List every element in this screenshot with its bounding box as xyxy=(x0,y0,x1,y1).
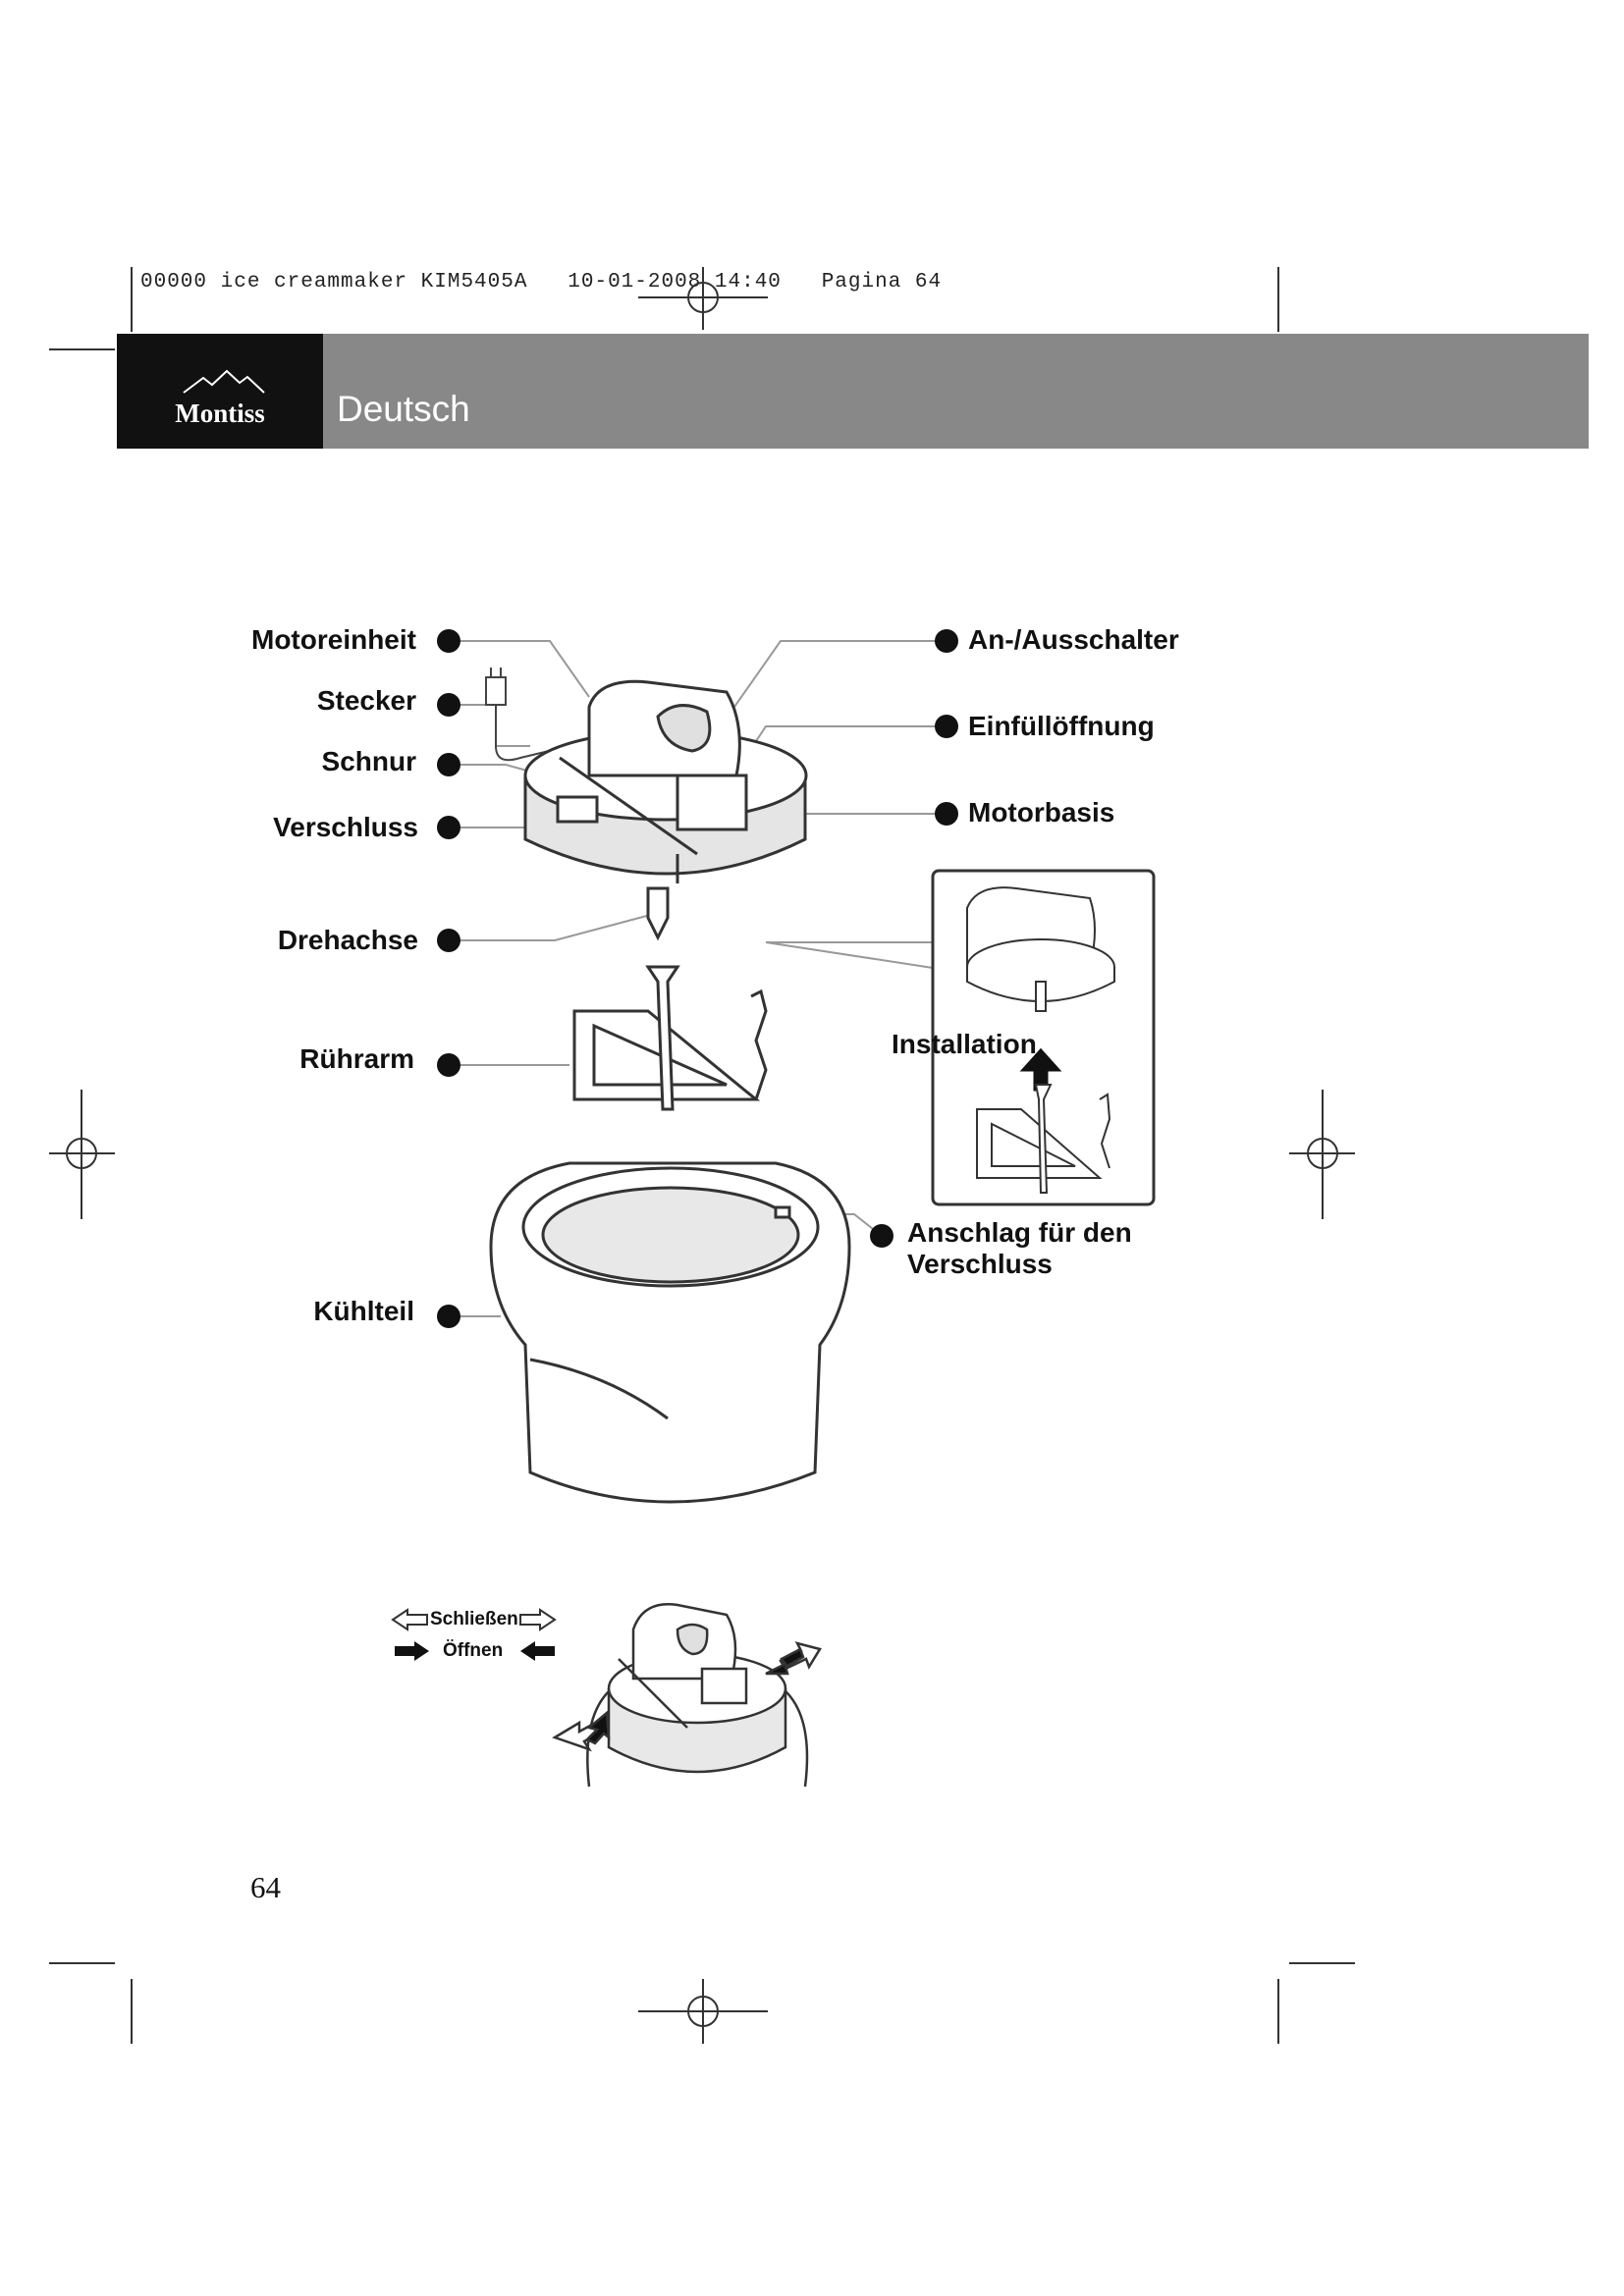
label-motorbasis: Motorbasis xyxy=(968,797,1115,828)
cooling-bowl xyxy=(491,1163,849,1502)
label-installation: Installation xyxy=(892,1029,1037,1059)
close-arrow-left xyxy=(393,1610,427,1629)
registration-mark-bottom xyxy=(638,1979,768,2044)
motor-unit xyxy=(589,681,739,775)
lock-detail xyxy=(555,1604,820,1787)
registration-mark-left xyxy=(49,1090,115,1219)
registration-mark-top xyxy=(638,267,768,330)
label-ruehrarm: Rührarm xyxy=(299,1043,414,1074)
label-anschlag-line1: Anschlag für den xyxy=(907,1217,1132,1248)
page-number: 64 xyxy=(250,1870,281,1904)
legend-close-label: Schließen xyxy=(430,1609,518,1629)
language-title: Deutsch xyxy=(337,389,470,429)
lock-arrow-left-dark xyxy=(587,1713,609,1743)
lock-arrow-right-dark xyxy=(766,1649,803,1674)
inset-motor xyxy=(967,887,1114,1011)
label-motoreinheit: Motoreinheit xyxy=(251,624,416,655)
label-einfuelloeffnung: Einfüllöffnung xyxy=(968,711,1155,741)
brand-logo xyxy=(117,334,323,449)
label-kuehlteil: Kühlteil xyxy=(313,1296,414,1326)
print-slug: 00000 ice creammaker KIM5405A 10-01-2008 14:40 Pagina 64 xyxy=(140,271,943,294)
crop-marks xyxy=(49,267,1355,2044)
close-arrow-right xyxy=(520,1610,555,1629)
header-bar xyxy=(117,334,1589,449)
label-verschluss: Verschluss xyxy=(273,812,418,842)
label-stecker: Stecker xyxy=(316,685,416,716)
drive-axle xyxy=(648,888,668,937)
label-an-ausschalter: An-/Ausschalter xyxy=(968,624,1179,655)
label-anschlag-line2: Verschluss xyxy=(907,1249,1053,1279)
stirring-arm xyxy=(574,967,766,1109)
mountain-logo-icon xyxy=(117,334,323,449)
label-schnur: Schnur xyxy=(321,746,416,776)
label-drehachse: Drehachse xyxy=(277,925,418,955)
legend-open-label: Öffnen xyxy=(443,1640,504,1661)
brand-name: Montiss xyxy=(175,399,265,428)
registration-mark-right xyxy=(1289,1090,1355,1219)
open-arrow-right xyxy=(395,1641,429,1661)
open-arrow-left xyxy=(520,1641,555,1661)
